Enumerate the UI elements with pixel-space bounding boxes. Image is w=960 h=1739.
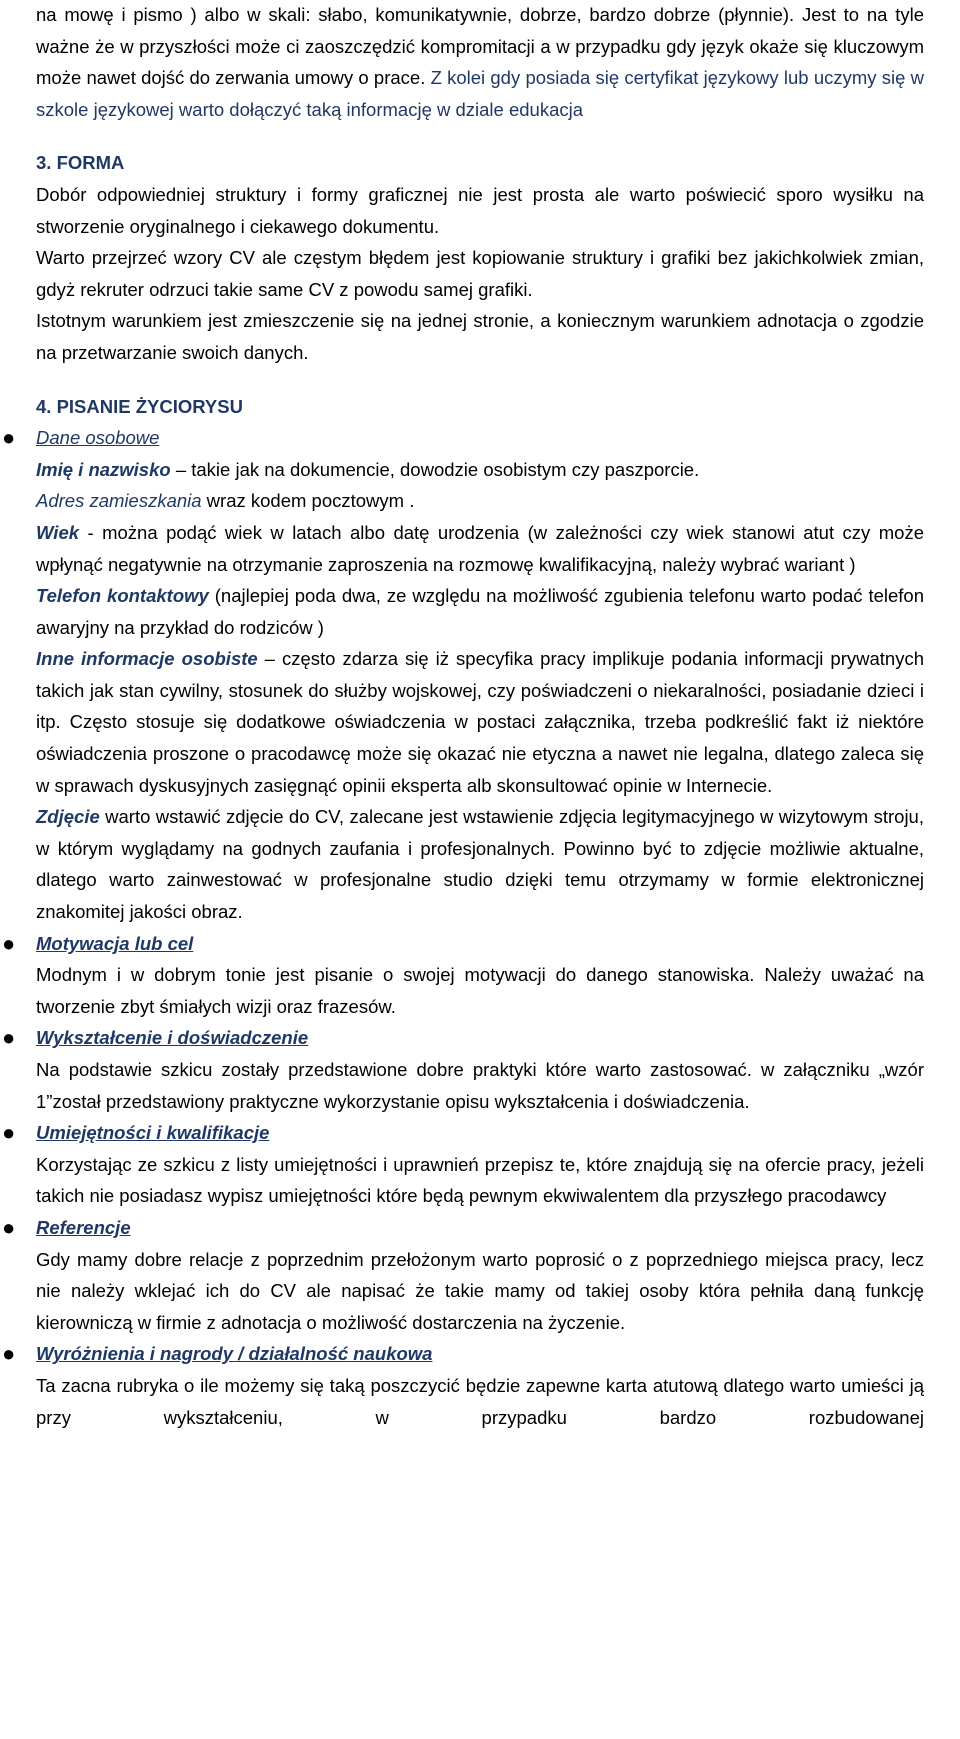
name-label: Imię i nazwisko	[36, 458, 171, 480]
awards-text: Ta zacna rubryka o ile możemy się taką poszczycić będzie zapewne karta atutową dlatego warto umieści ją przy wykształceniu, w przypadku bardzo rozbudowanej	[36, 1374, 924, 1428]
section-3-paragraph-2: Warto przejrzeć wzory CV ale częstym błędem jest kopiowanie struktury i grafiki bez jakichkolwiek zmian, gdyż rekruter odrzuci takie same CV z powodu samej grafiki.	[36, 247, 924, 300]
skills-text: Korzystając ze szkicu z listy umiejętności i uprawnień przepisz te, które znajdują się na ofercie pracy, jeżeli takich nie posiadasz wypisz umiejętności które będą pewnym ekwiwalentem dla przyszłego pracodawcy	[36, 1153, 924, 1207]
awards-heading: Wyróżnienia i nagrody / działalność naukowa	[36, 1343, 433, 1365]
personal-heading: Dane osobowe	[36, 427, 160, 449]
bullet-personal	[2, 422, 924, 928]
photo-text: warto wstawić zdjęcie do CV, zalecane jest wstawienie zdjęcia legitymacyjnego w wizytowym stroju, w którym wyglądamy na godnych zaufania i profesjonalnych. Powinno być to zdjęcie możliwie aktualne, dlatego warto zainwestować w profesjonalne studio dzięki temu otrzymamy w formie elektronicznej znakomitej jakości obraz.	[36, 806, 924, 923]
motivation-heading: Motywacja lub cel	[36, 932, 194, 954]
intro-text: na mowę i pismo ) albo w skali: słabo, komunikatywnie, dobrze, bardzo dobrze (płynnie). Jest to na tyle ważne że w przyszłości może ci zaoszczędzić kompromitacji a w przypadku gdy język okaże się kluczowym może nawet dojść do zerwania umowy o prace.	[36, 4, 924, 89]
bullet-awards	[2, 1338, 924, 1433]
phone-label: Telefon kontaktowy	[36, 585, 209, 607]
age-label: Wiek	[36, 521, 80, 543]
education-heading: Wykształcenie i doświadczenie	[36, 1027, 309, 1049]
bullet-icon: ●	[2, 1025, 16, 1051]
name-text: – takie jak na dokumencie, dowodzie osobistym czy paszporcie.	[170, 458, 700, 480]
bullet-icon: ●	[2, 1214, 16, 1240]
photo-label: Zdjęcie	[36, 806, 100, 828]
address-text: wraz kodem pocztowym .	[201, 490, 415, 512]
bullet-icon: ●	[2, 1341, 16, 1367]
bullet-references	[2, 1212, 924, 1338]
other-info-text: – często zdarza się iż specyfika pracy implikuje podania informacji prywatnych takich jak stan cywilny, stosunek do służby wojskowej, czy poświadczeni o niekaralności, posiadanie dzieci i itp. Często stosuje się dodatkowe oświadczenia w postaci załącznika, trzeba podkreślić fakt iż niektóre oświadczenia proszone o pracodawcę może się okazać nie etyczna a nawet nie legalna, dlatego zaleca się w sprawach dyskusyjnych zasięgnąć opinii eksperta alb skonsultować opinie w Internecie.	[36, 648, 924, 796]
address-label: Adres zamieszkania	[36, 490, 202, 512]
section-4-title: 4. PISANIE ŻYCIORYSU	[36, 395, 243, 417]
bullet-icon: ●	[2, 930, 16, 956]
motivation-text: Modnym i w dobrym tonie jest pisanie o swojej motywacji do danego stanowiska. Należy uważać na tworzenie zbyt śmiałych wizji oraz frazesów.	[36, 964, 924, 1017]
skills-heading: Umiejętności i kwalifikacje	[36, 1122, 270, 1144]
intro-highlight-text: Z kolei gdy posiada się certyfikat językowy lub uczymy się w szkole językowej warto dołączyć taką informację w dziale edukacja	[36, 67, 924, 120]
intro-paragraph	[36, 0, 924, 125]
references-text: Gdy mamy dobre relacje z poprzednim przełożonym warto poprosić o z poprzedniego miejsca pracy, lecz nie należy wklejać ich do CV ale napisać że takie mamy od takiej osoby która pełniła daną funkcję kierowniczą w firmie z adnotacja o możliwość dostarczenia na życzenie.	[36, 1248, 924, 1333]
bullet-motivation	[2, 928, 924, 1023]
section-3-paragraph-1: Dobór odpowiedniej struktury i formy graficznej nie jest prosta ale warto poświecić sporo wysiłku na stworzenie oryginalnego i ciekawego dokumentu.	[36, 183, 924, 237]
age-text: - można podąć wiek w latach albo datę urodzenia (w zależności czy wiek stanowi atut czy może wpłynąć negatywnie na otrzymanie zaproszenia na rozmowę kwalifikacyjną, należy wybrać wariant )	[36, 521, 924, 575]
bullet-education	[2, 1022, 924, 1117]
section-3-paragraph-3: Istotnym warunkiem jest zmieszczenie się na jednej stronie, a koniecznym warunkiem adnotacja o zgodzie na przetwarzanie swoich danych.	[36, 310, 924, 363]
section-3-title: 3. FORMA	[36, 152, 125, 174]
bullet-skills	[2, 1117, 924, 1212]
other-info-label: Inne informacje osobiste	[36, 648, 258, 670]
references-heading: Referencje	[36, 1216, 131, 1238]
bullet-icon: ●	[2, 1120, 16, 1146]
bullet-icon: ●	[2, 425, 16, 451]
phone-text: (najlepiej poda dwa, ze względu na możliwość zgubienia telefonu warto podać telefon awaryjny na przykład do rodziców )	[36, 585, 924, 638]
education-text: Na podstawie szkicu zostały przedstawione dobre praktyki które warto zastosować. w załączniku „wzór 1”został przedstawiony praktyczne wykorzystanie opisu wykształcenia i doświadczenia.	[36, 1059, 924, 1112]
